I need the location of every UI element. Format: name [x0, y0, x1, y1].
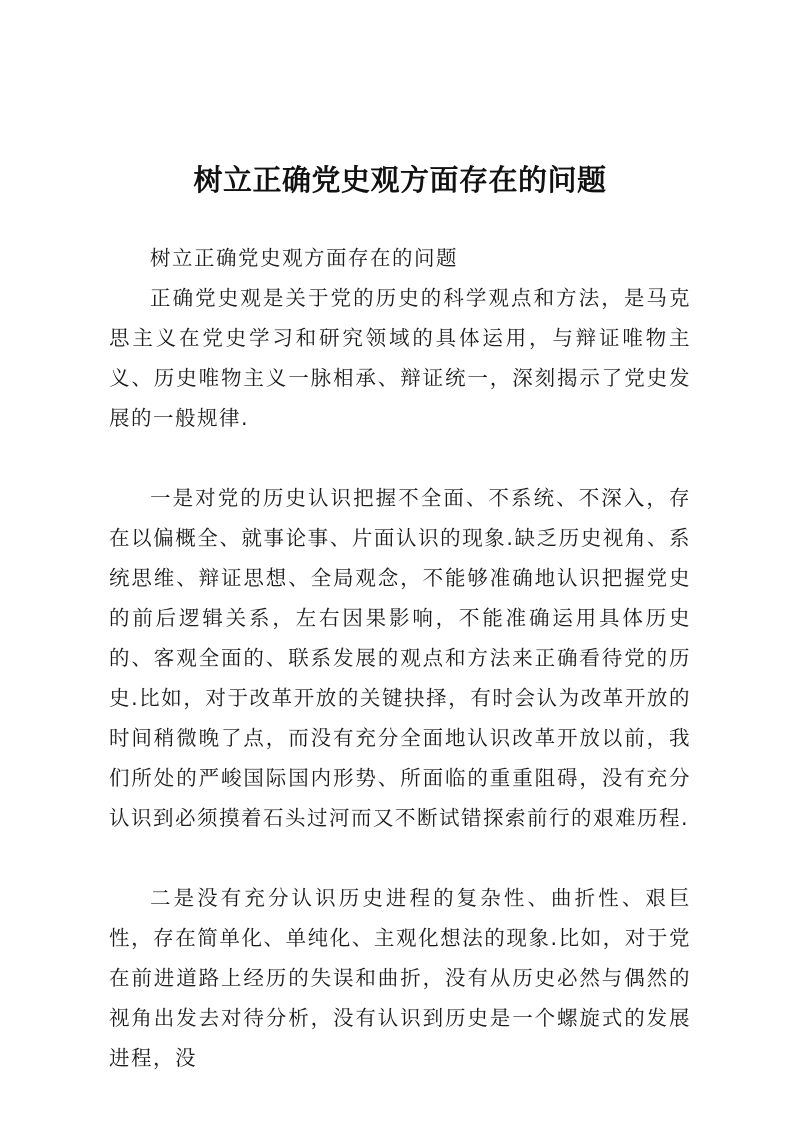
paragraph-subtitle: 树立正确党史观方面存在的问题 — [150, 246, 458, 270]
paragraph-point-one: 一是对党的历史认识把握不全面、不系统、不深入，存在以偏概全、就事论事、片面认识的现象.缺乏历史视角、系统思维、辩证思想、全局观念，不能够准确地认识把握党史的前后逻辑关系，左右因果影响，不能准确运用具体历史的、客观全面的、联系发展的观点和方法来正确看待党的历史.比如，对于改革开放的关键抉择，有时会认为改革开放的时间稍微晚了点，而没有充分全面地认识改革开放以前，我们所处的严峻国际国内形势、所面临的重重阻碍，没有充分认识到必须摸着石头过河而又不断试错探索前行的艰难历程. — [109, 486, 691, 830]
paragraph-point-two: 二是没有充分认识历史进程的复杂性、曲折性、艰巨性，存在简单化、单纯化、主观化想法的现象.比如，对于党在前进道路上经历的失误和曲折，没有从历史必然与偶然的视角出发去对待分析，没有认识到历史是一个螺旋式的发展进程，没 — [109, 886, 691, 1070]
document-body — [109, 238, 691, 1078]
document-title: 树立正确党史观方面存在的问题 — [193, 163, 607, 197]
paragraph-intro: 正确党史观是关于党的历史的科学观点和方法，是马克思主义在党史学习和研究领域的具体运用，与辩证唯物主义、历史唯物主义一脉相承、辩证统一，深刻揭示了党史发展的一般规律. — [109, 286, 691, 430]
